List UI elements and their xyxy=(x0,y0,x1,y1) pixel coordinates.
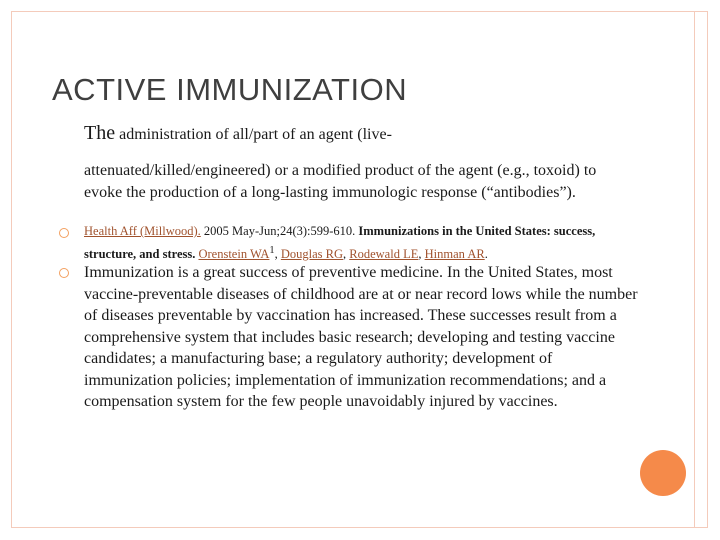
intro-first-line xyxy=(84,122,624,146)
bullet-icon xyxy=(59,268,69,278)
decorative-circle xyxy=(640,450,686,496)
author-link[interactable]: Orenstein WA xyxy=(198,247,270,262)
author-superscript: 1 xyxy=(269,245,275,256)
slide-title: ACTIVE IMMUNIZATION xyxy=(52,72,408,107)
intro-definition xyxy=(84,122,624,204)
author-link[interactable]: Hinman AR xyxy=(424,247,485,262)
intro-rest: attenuated/killed/engineered) or a modified product of the agent (e.g., toxoid) to evoke the production of a long-lasting immunologic response (“antibodies”). xyxy=(84,162,597,201)
intro-lead-word: The xyxy=(84,122,116,144)
article-title: Immunizations in the United States: success, structure, and stress. xyxy=(84,224,596,262)
author-link[interactable]: Rodewald LE xyxy=(349,247,419,262)
author-link[interactable]: Douglas RG xyxy=(280,247,344,262)
bullet-icon xyxy=(59,228,69,238)
body-paragraph: Immunization is a great success of preventive medicine. In the United States, most vaccine-preventable diseases of childhood are at or near record lows while the number of diseases preventable by vaccination has increased. These successes result from a comprehensive system that includes basic research; developing and testing vaccine candidates; a manufacturing base; a regulatory authority; development of immunization policies; implementation of immunization recommendations; and a compensation system for the few people unavoidably injured by vaccines. xyxy=(84,264,638,410)
intro-line1-rest: administration of all/part of an agent (live- xyxy=(115,126,392,143)
journal-link[interactable]: Health Aff (Millwood). xyxy=(84,224,201,238)
citation: Health Aff (Millwood). 2005 May-Jun;24(3):599-610. Immunizations in the United States: success, structure, and stress. Orenstein $WA^1$, Douglas RG, Rodewald LE, Hinman AR. xyxy=(84,224,596,262)
citation-details: 2005 May-Jun;24(3):599-610. xyxy=(200,224,359,238)
slide-side-rule xyxy=(694,11,695,528)
